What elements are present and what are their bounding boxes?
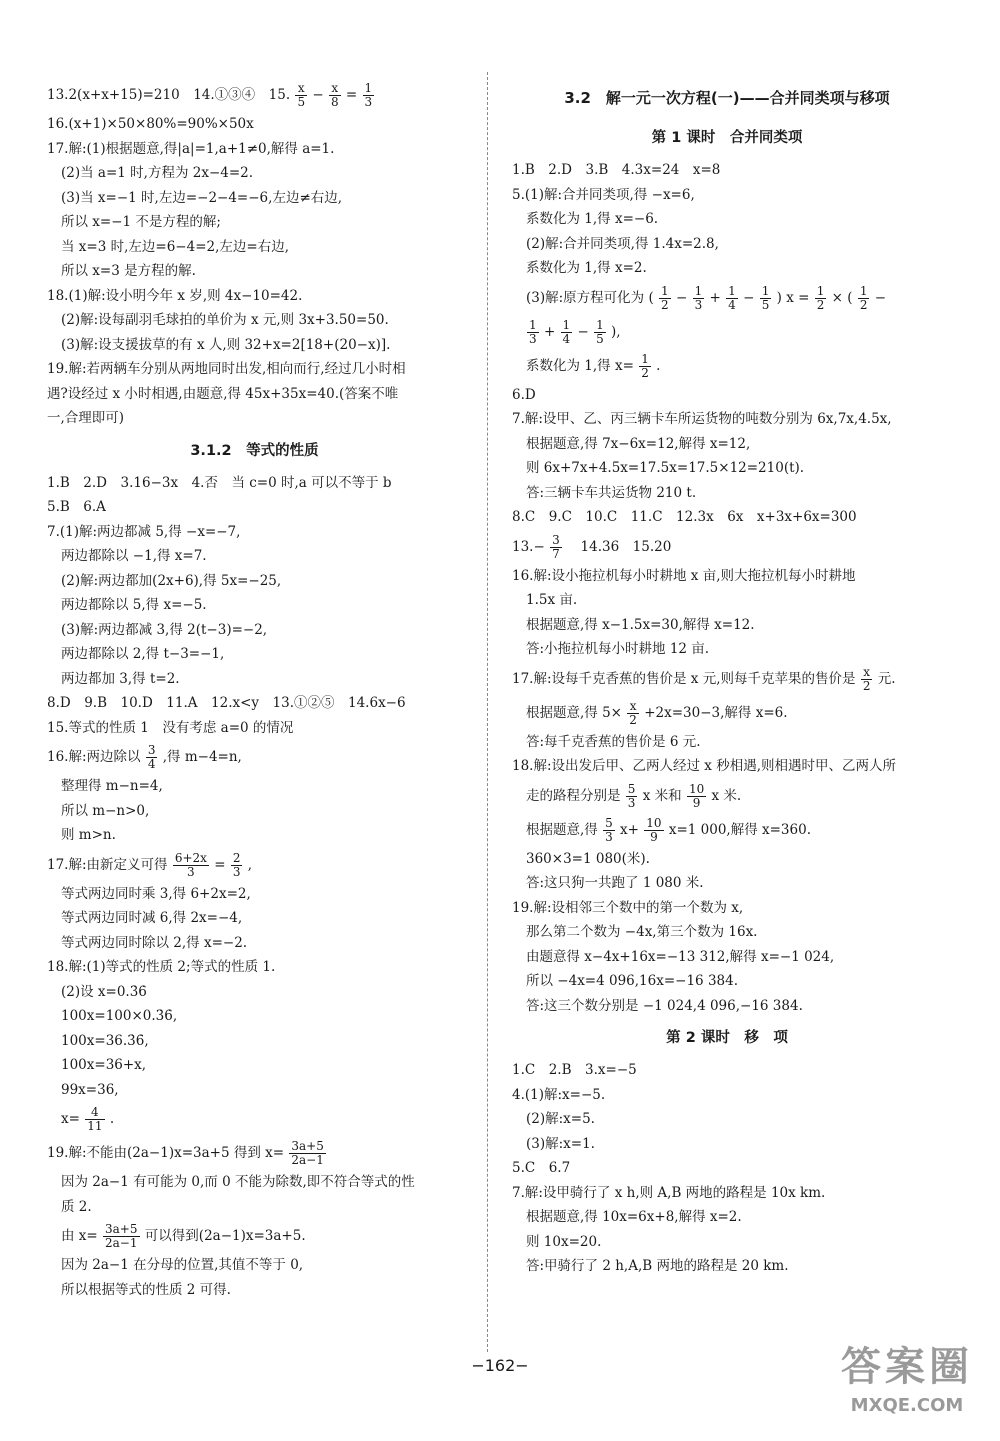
numerator: 10 bbox=[646, 815, 662, 830]
answer-line: 系数化为 1,得 x=−6. bbox=[526, 211, 659, 227]
answer-line: 则 m>n. bbox=[61, 827, 116, 843]
text-segment: ( bbox=[648, 289, 654, 306]
answer-line bbox=[47, 848, 462, 882]
column-divider bbox=[487, 72, 488, 1352]
numerator: 3a+5 bbox=[105, 1222, 138, 1237]
answer-line: 所以根据等式的性质 2 可得. bbox=[61, 1281, 231, 1298]
text-segment: , bbox=[247, 856, 253, 873]
text-segment: − bbox=[577, 323, 589, 340]
text-segment: − bbox=[312, 87, 324, 103]
text-segment: . bbox=[656, 357, 661, 374]
answer-line: 19.解:若两辆车分别从两地同时出发,相向而行,经过几小时相 bbox=[47, 361, 406, 377]
denominator: 9 bbox=[650, 829, 658, 844]
text-segment: . bbox=[109, 1111, 115, 1127]
answer-line bbox=[512, 315, 942, 349]
denominator: 2 bbox=[629, 712, 637, 727]
answer-line: (3)当 x=−1 时,左边=−2−4=−6,左边≠右边, bbox=[61, 189, 343, 206]
fraction bbox=[594, 319, 606, 345]
text-segment: + bbox=[543, 323, 556, 340]
fraction bbox=[527, 319, 539, 345]
answer-line bbox=[512, 530, 942, 564]
answer-line: 8.C 9.C 10.C 11.C 12.3x 6x x+3x+6x=300 bbox=[512, 509, 857, 525]
text-segment: ) bbox=[776, 289, 782, 306]
denominator: 4 bbox=[728, 297, 736, 312]
answer-line bbox=[512, 662, 942, 696]
answer-line: 所以 m−n>0, bbox=[61, 802, 150, 819]
denominator: 3 bbox=[232, 864, 241, 879]
numerator: x bbox=[861, 666, 873, 680]
answer-line: (2)解:x=5. bbox=[526, 1111, 595, 1127]
answer-line: 因为 2a−1 在分母的位置,其值不等于 0, bbox=[61, 1257, 304, 1273]
numerator: 1 bbox=[641, 351, 649, 366]
denominator: 3 bbox=[364, 95, 373, 109]
fraction bbox=[627, 700, 639, 726]
answer-line: 360×3=1 080(米). bbox=[526, 850, 650, 867]
denominator: 3 bbox=[627, 795, 636, 810]
numerator: 1 bbox=[761, 283, 770, 298]
text-segment: +2x=30−3,解得 x=6. bbox=[644, 704, 788, 721]
fraction bbox=[231, 852, 243, 878]
fraction bbox=[603, 817, 615, 843]
answer-line: 6.D bbox=[512, 386, 536, 403]
answer-line bbox=[47, 740, 462, 774]
text-segment: x=1 000,解得 x=360. bbox=[668, 821, 811, 838]
answer-line: 答:小拖拉机每小时耕地 12 亩. bbox=[526, 641, 710, 657]
fraction bbox=[289, 1140, 325, 1166]
answer-line: 答:每千克香蕉的售价是 6 元. bbox=[526, 733, 701, 750]
answer-line: 100x=36+x, bbox=[61, 1057, 147, 1073]
answer-line: 5.B 6.A bbox=[47, 499, 106, 515]
numerator: 1 bbox=[364, 81, 373, 96]
text-segment: 根据题意,得 5× bbox=[526, 704, 622, 721]
answer-line bbox=[512, 349, 942, 383]
text-segment: 根据题意,得 bbox=[526, 821, 598, 838]
fraction bbox=[644, 817, 663, 843]
numerator: 1 bbox=[596, 317, 604, 332]
numerator: 1 bbox=[816, 283, 825, 298]
fraction bbox=[760, 285, 772, 311]
denominator: 5 bbox=[297, 95, 306, 109]
text-segment: (3)解:原方程可化为 bbox=[526, 289, 645, 306]
fraction bbox=[329, 82, 341, 108]
fraction bbox=[103, 1223, 139, 1249]
answer-line: (2)解:两边都加(2x+6),得 5x=−25, bbox=[61, 572, 282, 589]
answer-line: 16.(x+1)×50×80%=90%×50x bbox=[47, 116, 254, 132]
answer-line: 8.D 9.B 10.D 11.A 12.x<y 13.①②⑤ 14.6x−6 bbox=[47, 695, 406, 711]
answer-line: 17.解:(1)根据题意,得|a|=1,a+1≠0,解得 a=1. bbox=[47, 140, 335, 157]
answer-line: 根据题意,得 x−1.5x=30,解得 x=12. bbox=[526, 616, 755, 633]
text-segment: 13.2(x+x+15)=210 14.①③④ 15. bbox=[47, 87, 291, 103]
text-segment: 17.解:由新定义可得 bbox=[47, 856, 168, 873]
text-segment: 元. bbox=[877, 670, 896, 687]
numerator: 4 bbox=[85, 1106, 104, 1120]
answer-line: 两边都除以 −1,得 x=7. bbox=[61, 548, 207, 564]
answer-line bbox=[47, 78, 462, 112]
answer-line: 质 2. bbox=[61, 1198, 92, 1215]
answer-line: 答:这三个数分别是 −1 024,4 096,−16 384. bbox=[526, 997, 803, 1014]
numerator: 1 bbox=[859, 283, 868, 298]
text-segment: = bbox=[345, 87, 358, 103]
answer-line: 遇?设经过 x 小时相遇,由题意,得 45x+35x=40.(答案不唯 bbox=[47, 385, 399, 402]
fraction bbox=[173, 852, 209, 878]
answer-line: 当 x=3 时,左边=6−4=2,左边=右边, bbox=[61, 238, 289, 255]
answer-line: 两边都除以 5,得 x=−5. bbox=[61, 597, 207, 613]
numerator: 5 bbox=[605, 815, 613, 830]
numerator: 10 bbox=[688, 781, 705, 796]
answer-line: 19.解:设相邻三个数中的第一个数为 x, bbox=[512, 899, 744, 916]
section-heading: 3.2 解一元一次方程(一)——合并同类项与移项 bbox=[564, 89, 890, 107]
fraction bbox=[659, 285, 671, 311]
answer-line: 等式两边同时减 6,得 2x=−4, bbox=[61, 910, 243, 926]
text-segment: × bbox=[831, 289, 843, 306]
text-segment: x = bbox=[786, 289, 810, 306]
watermark-logo bbox=[832, 1341, 982, 1429]
answer-line: 16.解:设小拖拉机每小时耕地 x 亩,则大拖拉机每小时耕地 bbox=[512, 567, 856, 584]
answer-line: (2)解:合并同类项,得 1.4x=2.8, bbox=[526, 235, 719, 252]
answer-line bbox=[47, 1102, 462, 1136]
answer-line: 那么第二个数为 −4x,第三个数为 16x. bbox=[526, 924, 758, 940]
text-segment: 14.36 15.20 bbox=[567, 538, 672, 555]
denominator: 4 bbox=[562, 331, 571, 346]
denominator: 5 bbox=[761, 297, 770, 312]
left-column bbox=[47, 78, 462, 1302]
answer-line: 整理得 m−n=4, bbox=[61, 778, 163, 794]
text-segment: 16.解:两边除以 bbox=[47, 749, 141, 765]
answer-line bbox=[512, 813, 942, 847]
answer-line: 两边都加 3,得 t=2. bbox=[61, 670, 180, 687]
watermark-text: 答案圈 bbox=[841, 1344, 973, 1390]
answer-line: (2)解:设每副羽毛球拍的单价为 x 元,则 3x+3.50=50. bbox=[61, 312, 389, 328]
answer-line: 18.解:(1)等式的性质 2;等式的性质 1. bbox=[47, 959, 276, 975]
numerator: 2 bbox=[232, 850, 241, 865]
fraction bbox=[858, 285, 870, 311]
answer-line: 100x=100×0.3̇6̇, bbox=[61, 1008, 178, 1024]
answer-line: 等式两边同时乘 3,得 6+2x=2, bbox=[61, 885, 251, 902]
answer-line: 18.(1)解:设小明今年 x 岁,则 4x−10=42. bbox=[47, 287, 303, 304]
answer-line: 99x=36, bbox=[61, 1081, 119, 1098]
answer-line: 7.解:设甲骑行了 x h,则 A,B 两地的路程是 10x km. bbox=[512, 1184, 826, 1201]
answer-line: 5.C 6.7 bbox=[512, 1160, 571, 1176]
answer-line: 一,合理即可) bbox=[47, 410, 125, 426]
answer-line bbox=[47, 1136, 462, 1170]
text-segment: + bbox=[709, 289, 721, 306]
answer-line: (3)解:设支援拔草的有 x 人,则 32+x=2[18+(20−x)]. bbox=[61, 336, 391, 353]
text-segment: x+ bbox=[620, 821, 639, 838]
answer-line: (3)解:x=1. bbox=[526, 1135, 595, 1152]
text-segment: − bbox=[874, 289, 887, 306]
answer-line bbox=[512, 779, 942, 813]
answer-line: 因为 2a−1 有可能为 0,而 0 不能为除数,即不符合等式的性 bbox=[61, 1174, 415, 1190]
fraction bbox=[295, 82, 307, 108]
numerator: 1 bbox=[694, 283, 703, 298]
answer-line: 所以 −4x=4 096,16x=−16 384. bbox=[526, 973, 738, 989]
answer-line: 1.B 2.D 3.B 4.3x=24 x=8 bbox=[512, 162, 721, 178]
answer-line: 4.(1)解:x=−5. bbox=[512, 1086, 606, 1103]
text-segment: ( bbox=[847, 289, 853, 306]
text-segment: − bbox=[743, 289, 755, 306]
denominator: 4 bbox=[147, 757, 156, 771]
numerator: 3a+5 bbox=[291, 1139, 324, 1154]
answer-line: 7.解:设甲、乙、丙三辆卡车所运货物的吨数分别为 6x,7x,4.5x, bbox=[512, 411, 892, 427]
fraction bbox=[550, 534, 562, 560]
fraction bbox=[726, 285, 738, 311]
fraction bbox=[146, 744, 158, 770]
answer-line: 则 6x+7x+4.5x=17.5x=17.5×12=210(t). bbox=[526, 460, 805, 476]
fraction bbox=[693, 285, 705, 311]
text-segment: 19.解:不能由(2a−1)x=3a+5 得到 x= bbox=[47, 1145, 285, 1161]
text-segment: − bbox=[675, 289, 688, 306]
numerator: x bbox=[295, 82, 307, 96]
denominator: 11 bbox=[87, 1119, 103, 1133]
fraction bbox=[639, 353, 651, 379]
answer-line: (3)解:两边都减 3,得 2(t−3)=−2, bbox=[61, 621, 268, 638]
text-segment: 13.− bbox=[512, 538, 545, 555]
denominator: 3 bbox=[694, 297, 703, 312]
lesson-heading: 第 2 课时 移 项 bbox=[666, 1030, 788, 1046]
answer-line bbox=[512, 696, 942, 730]
denominator: 2 bbox=[661, 297, 669, 312]
answer-line: 根据题意,得 10x=6x+8,解得 x=2. bbox=[526, 1209, 742, 1225]
denominator: 3 bbox=[529, 331, 537, 346]
numerator: 3 bbox=[552, 532, 560, 547]
fraction bbox=[687, 783, 706, 809]
denominator: 5 bbox=[596, 331, 604, 346]
watermark-url: MXQE.COM bbox=[850, 1395, 964, 1416]
answer-line: 1.B 2.D 3.16−3x 4.否 当 c=0 时,a 可以不等于 b bbox=[47, 474, 392, 491]
numerator: x bbox=[627, 700, 639, 714]
numerator: 1 bbox=[529, 317, 537, 332]
answer-line bbox=[47, 1219, 462, 1253]
answer-line: (2)设 x=0.3̇6̇ bbox=[61, 983, 147, 1000]
answer-line: 所以 x=−1 不是方程的解; bbox=[61, 214, 221, 230]
numerator: 5 bbox=[627, 781, 636, 796]
answer-line: 由题意得 x−4x+16x=−13 312,解得 x=−1 024, bbox=[526, 948, 835, 965]
answer-line: 100x=36.3̇6̇, bbox=[61, 1032, 149, 1049]
answer-line: 两边都除以 2,得 t−3=−1, bbox=[61, 646, 225, 662]
fraction bbox=[561, 319, 573, 345]
answer-line: 则 10x=20. bbox=[526, 1233, 602, 1250]
numerator: 1 bbox=[562, 317, 571, 332]
fraction bbox=[815, 285, 827, 311]
numerator: 3 bbox=[147, 743, 156, 758]
fraction bbox=[363, 82, 375, 108]
numerator: 1 bbox=[661, 283, 669, 298]
numerator: 1 bbox=[728, 283, 736, 298]
lesson-heading: 第 1 课时 合并同类项 bbox=[651, 130, 803, 146]
denominator: 8 bbox=[330, 95, 339, 109]
right-column bbox=[512, 78, 942, 1279]
fraction bbox=[85, 1106, 104, 1132]
answer-line: 18.解:设出发后甲、乙两人经过 x 秒相遇,则相遇时甲、乙两人所 bbox=[512, 758, 897, 774]
answer-line: 所以 x=3 是方程的解. bbox=[61, 263, 196, 279]
numerator: 6+2x bbox=[174, 850, 207, 865]
denominator: 2 bbox=[641, 365, 649, 380]
text-segment: 可以得到(2a−1)x=3a+5. bbox=[144, 1228, 306, 1244]
text-segment: 系数化为 1,得 x= bbox=[526, 357, 634, 374]
denominator: 2 bbox=[862, 678, 871, 693]
text-segment: = bbox=[214, 856, 226, 873]
answer-line: 1.5x 亩. bbox=[526, 592, 578, 608]
denominator: 2 bbox=[816, 297, 825, 312]
fraction bbox=[626, 783, 638, 809]
text-segment: x 米和 bbox=[642, 787, 682, 804]
denominator: 3 bbox=[187, 864, 195, 879]
fraction bbox=[861, 666, 873, 692]
denominator: 2a−1 bbox=[105, 1236, 138, 1250]
text-segment: 走的路程分别是 bbox=[526, 787, 621, 804]
text-segment: ,得 m−4=n, bbox=[162, 749, 242, 765]
text-segment: ), bbox=[611, 323, 621, 340]
denominator: 3 bbox=[605, 829, 613, 844]
answer-line bbox=[512, 281, 942, 315]
answer-line: 根据题意,得 7x−6x=12,解得 x=12, bbox=[526, 435, 751, 452]
denominator: 2a−1 bbox=[291, 1153, 324, 1167]
denominator: 2 bbox=[859, 297, 868, 312]
answer-line: 系数化为 1,得 x=2. bbox=[526, 260, 647, 276]
page-number: −162− bbox=[471, 1356, 529, 1375]
section-heading: 3.1.2 等式的性质 bbox=[190, 442, 319, 459]
text-segment: 17.解:设每千克香蕉的售价是 x 元,则每千克苹果的售价是 bbox=[512, 670, 856, 687]
answer-line: 等式两边同时除以 2,得 x=−2. bbox=[61, 934, 248, 951]
answer-line: 15.等式的性质 1 没有考虑 a=0 的情况 bbox=[47, 719, 294, 736]
text-segment: x= bbox=[61, 1111, 80, 1127]
numerator: x bbox=[329, 82, 341, 96]
answer-line: 答:三辆卡车共运货物 210 t. bbox=[526, 484, 697, 501]
text-segment: 由 x= bbox=[61, 1228, 98, 1244]
answer-line: 答:甲骑行了 2 h,A,B 两地的路程是 20 km. bbox=[526, 1258, 789, 1274]
answer-line: 7.(1)解:两边都减 5,得 −x=−7, bbox=[47, 523, 241, 540]
answer-line: 1.C 2.B 3.x=−5 bbox=[512, 1062, 637, 1078]
answer-line: (2)当 a=1 时,方程为 2x−4=2. bbox=[61, 165, 254, 181]
denominator: 9 bbox=[692, 795, 701, 810]
text-segment: x 米. bbox=[711, 787, 742, 804]
answer-line: 答:这只狗一共跑了 1 080 米. bbox=[526, 875, 704, 891]
denominator: 7 bbox=[552, 546, 560, 561]
answer-line: 5.(1)解:合并同类项,得 −x=6, bbox=[512, 186, 695, 203]
